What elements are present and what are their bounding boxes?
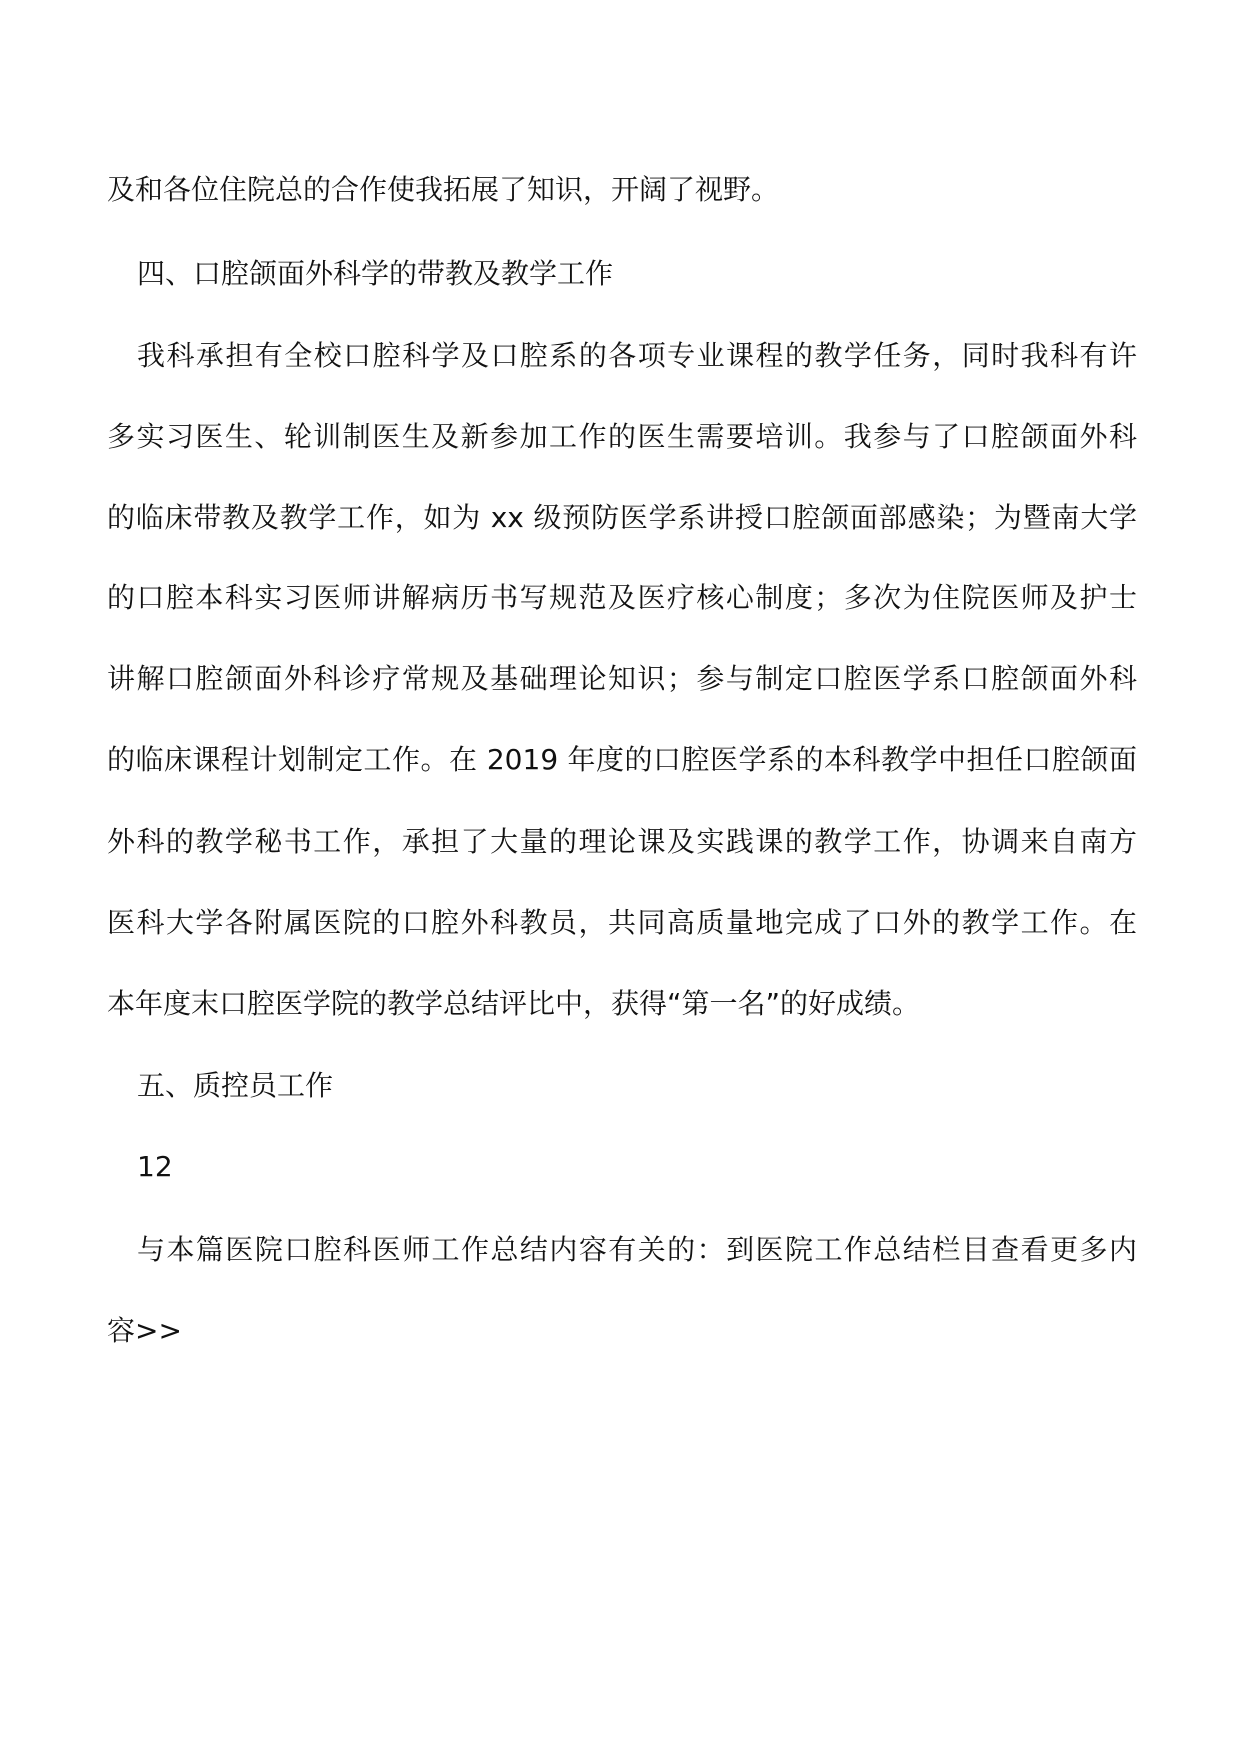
paragraph-line: 多实习医生、轮训制医生及新参加工作的医生需要培训。我参与了口腔颌面外科 [107, 420, 1137, 453]
section-heading-quality-control: 五、质控员工作 [137, 1069, 334, 1102]
paragraph-line: 本年度末口腔医学院的教学总结评比中，获得“第一名”的好成绩。 [107, 987, 921, 1020]
paragraph-line: 及和各位住院总的合作使我拓展了知识，开阔了视野。 [107, 173, 780, 206]
related-content-link[interactable]: 与本篇医院口腔科医师工作总结内容有关的：到医院工作总结栏目查看更多内 [137, 1233, 1137, 1266]
page-number: 12 [137, 1150, 173, 1183]
section-heading-teaching: 四、口腔颌面外科学的带教及教学工作 [137, 257, 614, 290]
paragraph-line: 外科的教学秘书工作，承担了大量的理论课及实践课的教学工作，协调来自南方 [107, 825, 1137, 858]
related-content-link-end[interactable]: 容>> [107, 1314, 182, 1347]
paragraph-line: 讲解口腔颌面外科诊疗常规及基础理论知识；参与制定口腔医学系口腔颌面外科 [107, 662, 1137, 695]
paragraph-line: 医科大学各附属医院的口腔外科教员，共同高质量地完成了口外的教学工作。在 [107, 906, 1137, 939]
paragraph-line: 的口腔本科实习医师讲解病历书写规范及医疗核心制度；多次为住院医师及护士 [107, 581, 1137, 614]
paragraph-line: 的临床带教及教学工作，如为 xx 级预防医学系讲授口腔颌面部感染；为暨南大学 [107, 501, 1137, 534]
paragraph-line: 我科承担有全校口腔科学及口腔系的各项专业课程的教学任务，同时我科有许 [137, 339, 1137, 372]
paragraph-line: 的临床课程计划制定工作。在 2019 年度的口腔医学系的本科教学中担任口腔颌面 [107, 743, 1137, 776]
